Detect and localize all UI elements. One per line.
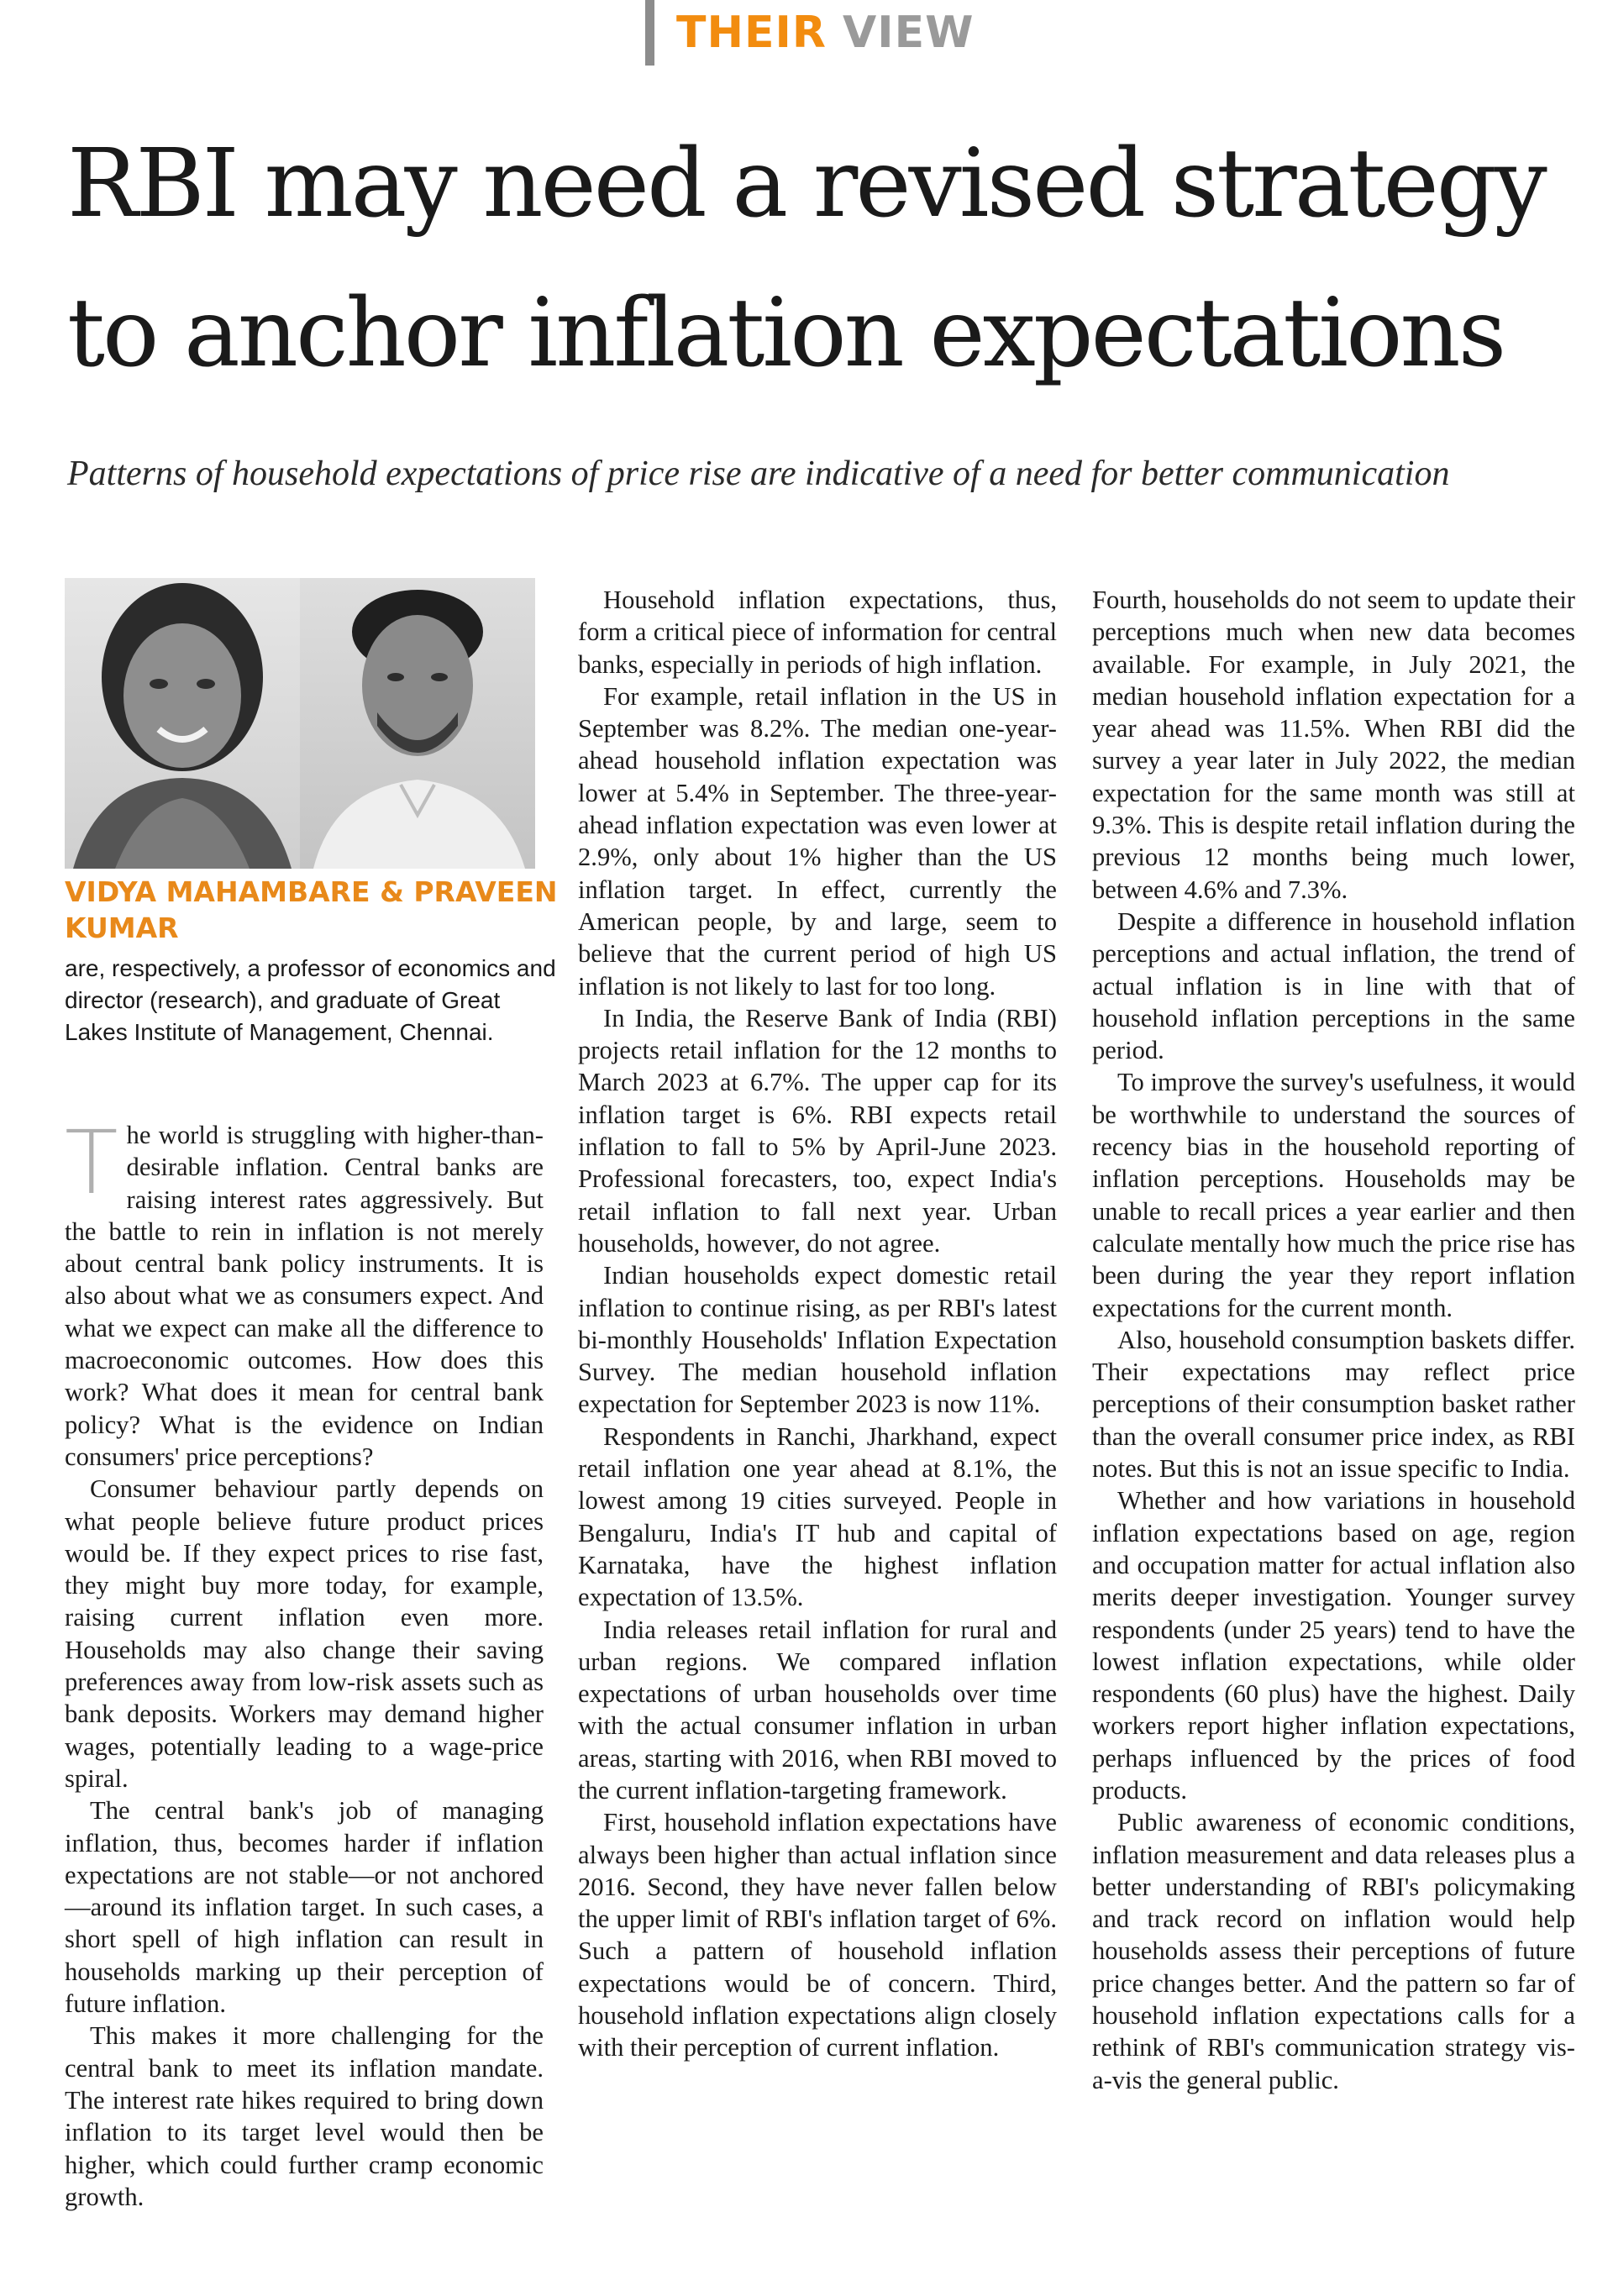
article-paragraph: The world is struggling with higher-than-desirable inflation. Central banks are raising interest rates aggressively. But the battle to rein in inflation is not merely about central bank policy instruments. It is also about what we as consumers expect. And what we expect can make all the difference to macroeconomic outcomes. How does this work? What does it mean for central bank policy? What is the evidence on Indian consumers' price perceptions? xyxy=(65,1111,544,1471)
article-paragraph: Consumer behaviour partly depends on what people believe future product prices would be. If they expect prices to rise fast, they might buy more today, for example, raising current inflation even more. Households may also change their saving preferences away from low-risk assets such as bank deposits. Workers may demand higher wages, potentially leading to a wage-price spiral. xyxy=(65,1474,544,1793)
article-paragraph: Despite a difference in household inflation perceptions and actual inflation, the trend of actual inflation is in line with that of household inflation perceptions in the same period. xyxy=(1092,906,1575,1065)
article-paragraph: First, household inflation expectations have always been higher than actual inflation since 2016. Second, they have never fallen below the upper limit of RBI's inflation target of 6%. Such a pattern of household inflation expectations would be of concern. Third, household inflation expectations align closely with their perception of current inflation. xyxy=(578,1808,1057,2062)
article-paragraph: Indian households expect domestic retail inflation to continue rising, as per RBI's latest bi-monthly Households' Inflation Expectation Survey. The median household inflation expectation for September 2023 is now 11%. xyxy=(578,1261,1057,1419)
article-paragraph: The central bank's job of managing inflation, thus, becomes harder if inflation expectations are not stable—or not anchored—around its inflation target. In such cases, a short spell of high inflation can result in households marking up their perception of future inflation. xyxy=(65,1796,544,2019)
article-paragraph: In India, the Reserve Bank of India (RBI) projects retail inflation for the 12 months to March 2023 at 6.7%. The upper cap for its inflation target is 6%. RBI expects retail inflation to fall to 5% by April-June 2023. Professional forecasters, too, expect India's retail inflation to fall next year. Urban households, however, do not agree. xyxy=(578,1003,1057,1258)
article-paragraph: To improve the survey's usefulness, it would be worthwhile to understand the sources of recency bias in the household reporting of inflation perceptions. Households may be unable to recall prices a year earlier and then calculate mentally how much the price rise has been during the year they report inflation expectations for the current month. xyxy=(1092,1068,1575,1322)
author-description: are, respectively, a professor of economics and director (research), and graduate of Great Lakes Institute of Management, Chennai. xyxy=(65,955,556,1045)
article-paragraph: Respondents in Ranchi, Jharkhand, expect retail inflation one year ahead at 8.1%, the lowest among 19 cities surveyed. People in Bengaluru, India's IT hub and capital of Karnataka, have the highest inflation expectation of 13.5%. xyxy=(578,1421,1057,1612)
section-kicker xyxy=(645,0,975,66)
article-paragraph: For example, retail inflation in the US in September was 8.2%. The median one-year-ahead household inflation expectation was lower at 5.4% in September. The three-year-ahead inflation expectation was even lower at 2.9%, only about 1% higher than the US inflation target. In effect, currently the American people, by and large, seem to believe that the current period of high US inflation is not likely to last for too long. xyxy=(578,681,1057,1001)
article-paragraph: Whether and how variations in household inflation expectations based on age, region and occupation matter for actual inflation also merits deeper investigation. Younger survey respondents (under 25 years) tend to have the lowest inflation expectations, while older respondents (60 plus) have the highest. Daily workers report higher inflation expectations, perhaps influenced by the prices of food products. xyxy=(1092,1486,1575,1805)
author-photo xyxy=(65,578,535,869)
kicker-part-their: THEIR xyxy=(676,8,827,58)
article-paragraph: This makes it more challenging for the central bank to meet its inflation mandate. The interest rate hikes required to bring down inflation to its target level would then be higher, which could further cramp economic growth. xyxy=(65,2021,544,2211)
article-column-3 xyxy=(1092,584,1575,2096)
author-names: VIDYA MAHAMBARE & PRAVEEN KUMAR xyxy=(65,875,558,944)
author-byline xyxy=(65,874,560,1048)
kicker-part-view: VIEW xyxy=(843,8,975,58)
article-paragraph: Household inflation expectations, thus, form a critical piece of information for central banks, especially in periods of high inflation. xyxy=(578,586,1057,679)
article-paragraph: Also, household consumption baskets differ. Their expectations may reflect price perceptions of their consumption basket rather than the overall consumer price index, as RBI notes. But this is not an issue specific to India. xyxy=(1092,1325,1575,1484)
article-paragraph: Public awareness of economic conditions, inflation measurement and data releases plus a better understanding of RBI's policymaking and track record on inflation would help households assess their perceptions of future price changes better. And the pattern so far of household inflation expectations calls for a rethink of RBI's communication strategy vis-a-vis the general public. xyxy=(1092,1808,1575,2094)
headline-line-2: to anchor inflation expectations xyxy=(67,279,1505,388)
kicker-label xyxy=(676,8,975,58)
headline-line-1: RBI may need a revised strategy xyxy=(67,129,1545,239)
deck-subheading: Patterns of household expectations of price rise are indicative of a need for better communication xyxy=(67,454,1450,493)
article-paragraph: India releases retail inflation for rural and urban regions. We compared inflation expectations of urban households over time with the actual consumer inflation in urban areas, starting with 2016, when RBI moved to the current inflation-targeting framework. xyxy=(578,1615,1057,1805)
article-paragraph: Fourth, households do not seem to update their perceptions much when new data becomes available. For example, in July 2021, the median household inflation expectation for a year ahead was 11.5%. When RBI did the survey a year later in July 2022, the median expectation for the same month was still at 9.3%. This is despite retail inflation during the previous 12 months being much lower, between 4.6% and 7.3%. xyxy=(1092,586,1575,904)
kicker-divider xyxy=(645,0,654,66)
article-column-2 xyxy=(578,584,1057,2064)
headline xyxy=(67,109,1563,408)
article-column-1 xyxy=(65,1111,544,2213)
